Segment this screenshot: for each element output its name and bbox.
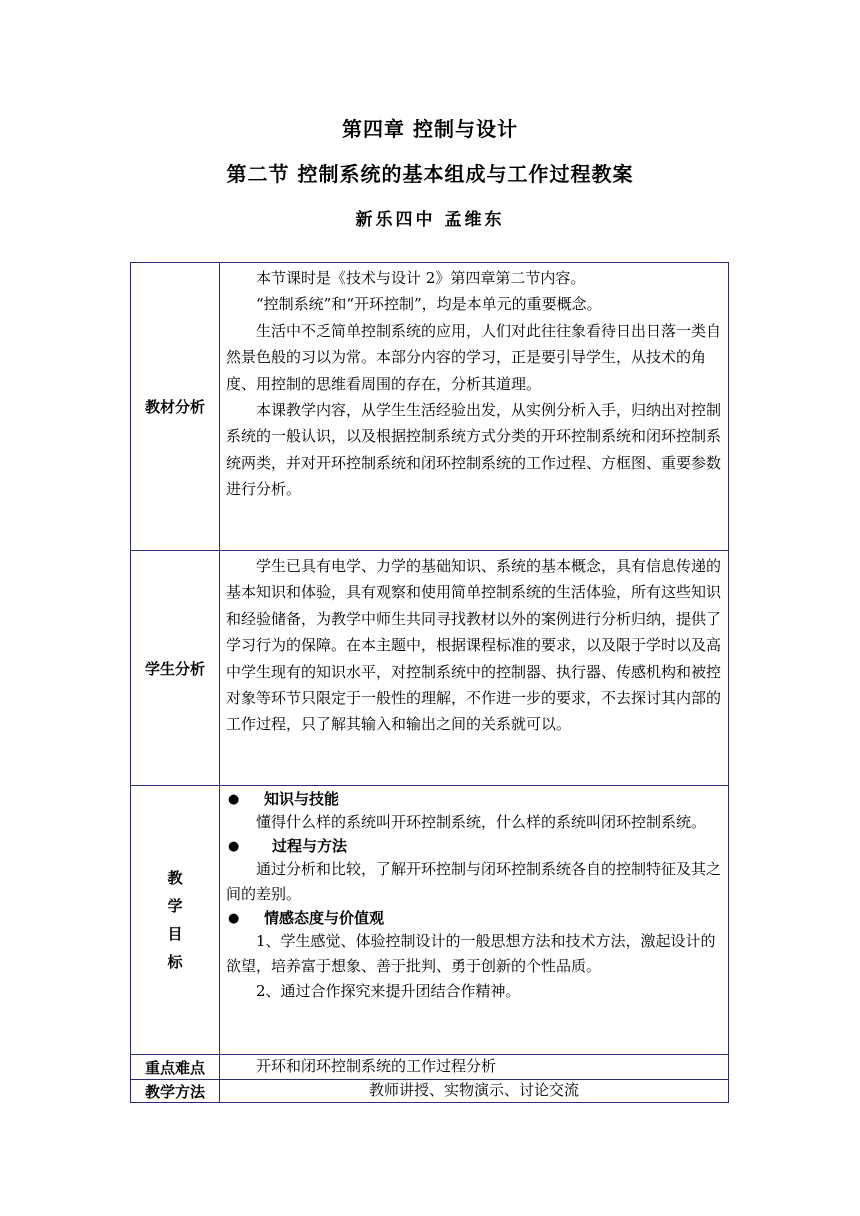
key-points-value: 开环和闭环控制系统的工作过程分析 [256,1057,497,1075]
content-student-analysis [220,551,729,786]
goals-label-char-4: 标 [167,953,183,971]
material-para-3: 生活中不乏简单控制系统的应用，人们对此往往象看待日出日落一类自然景色般的习以为常。本部分内容的学习，正是要引导学生，从技术的角度、用控制的思维看周围的存在，分析其道理。 [226,321,722,393]
goal1-title: 知识与技能 [264,789,340,808]
goal2-title: 过程与方法 [272,836,348,855]
label-teaching-goals [131,786,220,1055]
row-material-analysis [131,263,729,551]
section-title: 第二节 控制系统的基本组成与工作过程教案 [226,162,634,186]
goals-label-char-3: 目 [167,925,183,943]
author-line: 新乐四中 孟维东 [355,210,505,230]
content-methods [220,1080,729,1103]
row-teaching-goals [131,786,729,1055]
row-methods [131,1080,729,1103]
label-student-analysis: 学生分析 [131,551,220,786]
goals-label-char-1: 教 [167,869,183,887]
chapter-title: 第四章 控制与设计 [342,117,518,141]
content-teaching-goals [220,786,729,1055]
goal1-text: 懂得什么样的系统叫开环控制系统，什么样的系统叫闭环控制系统。 [256,813,707,831]
bullet-icon: ● [228,838,240,854]
material-para-1: 本节课时是《技术与设计 2》第四章第二节内容。 [256,269,586,287]
bullet-icon: ● [228,791,240,807]
goal3-text-2: 2、通过合作探究来提升团结合作精神。 [256,982,521,1000]
methods-value: 教师讲授、实物演示、讨论交流 [368,1081,579,1099]
goals-label-char-2: 学 [167,897,183,915]
label-key-points: 重点难点 [131,1055,220,1080]
row-key-points [131,1055,729,1080]
content-material-analysis [220,263,729,551]
label-methods: 教学方法 [131,1080,220,1103]
goal-heading-process [226,835,722,857]
bullet-icon: ● [228,910,240,926]
label-material-analysis: 教材分析 [131,263,220,551]
goal3-title: 情感态度与价值观 [264,908,385,927]
content-key-points [220,1055,729,1080]
student-para: 学生已具有电学、力学的基础知识、系统的基本概念，具有信息传递的基本知识和体验，具有观察和使用简单控制系统的生活体验，所有这些知识和经验储备，为教学中师生共同寻找教材以外的案例进行分析归纳，提供了学习行为的保障。在本主题中，根据课程标准的要求，以及限于学时以及高中学生现有的知识水平，对控制系统中的控制器、执行器、传感机构和被控对象等环节只限定于一般性的理解，不作进一步的要求，不去探讨其内部的工作过程，只了解其输入和输出之间的关系就可以。 [226,557,722,734]
row-student-analysis [131,551,729,786]
goal-heading-knowledge [226,788,722,810]
goal3-text-1: 1、学生感觉、体验控制设计的一般思想方法和技术方法，激起设计的欲望，培养富于想象、善于批判、勇于创新的个性品质。 [226,932,716,975]
lesson-plan-table [130,262,729,1103]
material-para-2: “控制系统”和“开环控制”，均是本单元的重要概念。 [256,295,602,314]
goal-heading-attitude [226,907,722,929]
material-para-4: 本课教学内容，从学生生活经验出发，从实例分析入手，归纳出对控制系统的一般认识，以及根据控制系统方式分类的开环控制系统和闭环控制系统两类，并对开环控制系统和闭环控制系统的工作过程、方框图、重要参数进行分析。 [226,401,722,499]
goal2-text: 通过分析和比较，了解开环控制与闭环控制系统各自的控制特征及其之间的差别。 [226,860,722,903]
